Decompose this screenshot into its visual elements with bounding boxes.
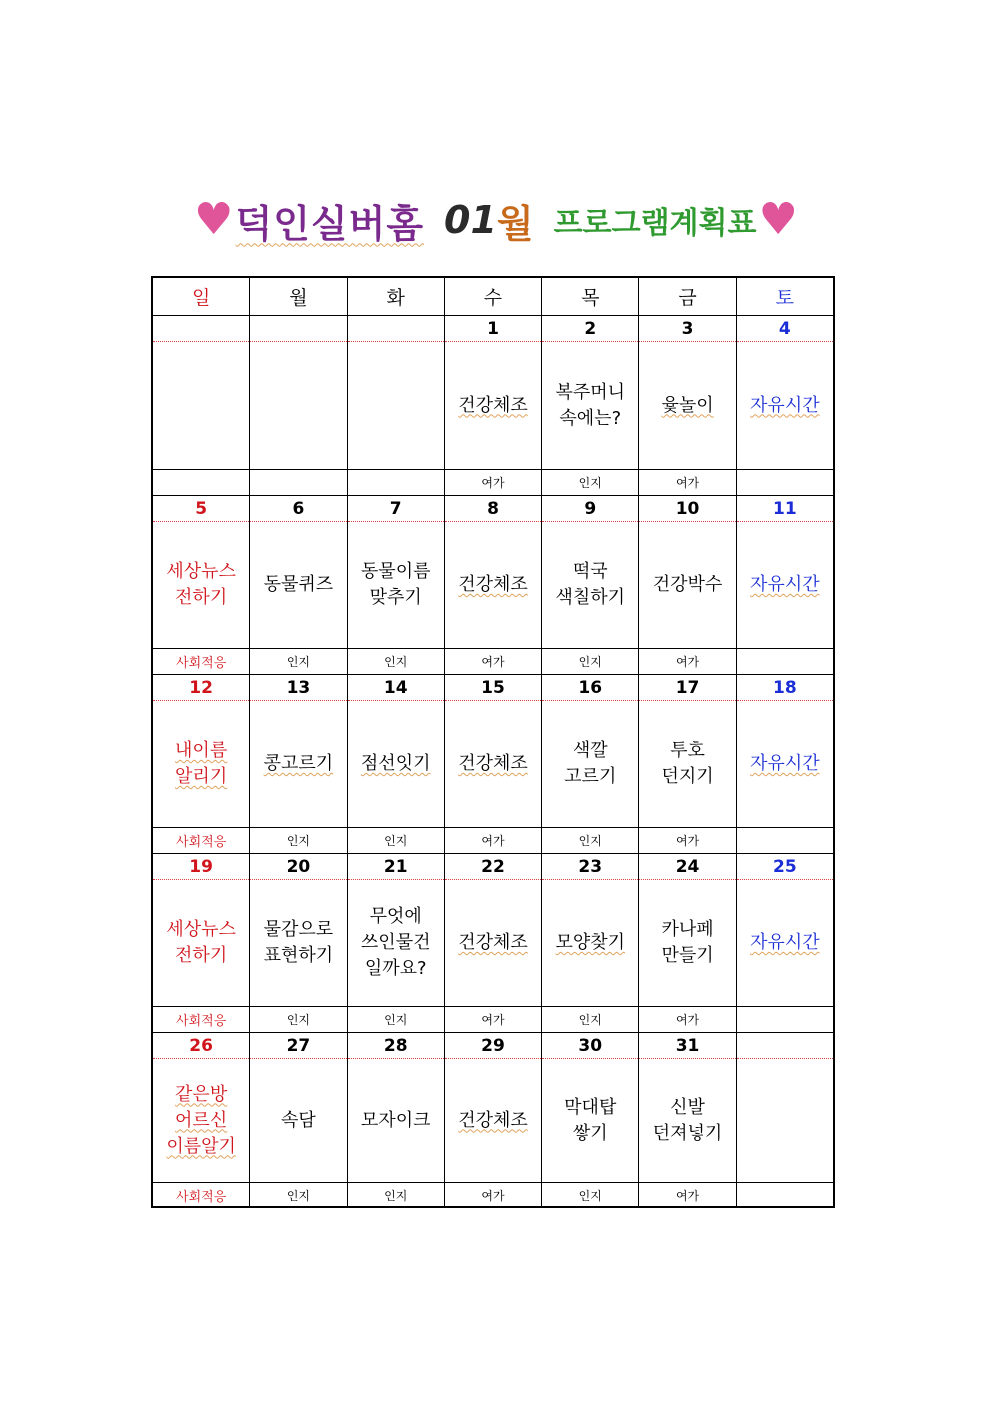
day-cell	[250, 496, 347, 674]
activity-category: 여가	[445, 1182, 541, 1208]
activity-text: 복주머니 속에는?	[555, 381, 626, 429]
week-row	[153, 496, 833, 675]
activity-category: 여가	[445, 648, 541, 674]
activity-category	[250, 469, 346, 495]
activity-category: 여가	[639, 827, 735, 853]
day-cell	[348, 854, 445, 1032]
activity-text: 물감으로 표현하기	[263, 919, 334, 966]
activity-category	[153, 469, 249, 495]
activity-category: 여가	[445, 827, 541, 853]
activity-category: 여가	[639, 469, 735, 495]
activity-text: 신발 던져넣기	[652, 1096, 723, 1144]
weekday-label: 화	[386, 287, 405, 309]
activity-category: 사회적응	[153, 1182, 249, 1208]
day-number: 25	[737, 854, 833, 880]
activity-text: 건강체조	[458, 394, 528, 416]
day-cell	[445, 854, 542, 1032]
weekday-header-wed	[445, 278, 542, 315]
heart-icon: ♥	[758, 194, 798, 245]
activity-category: 인지	[250, 1182, 346, 1208]
activity-text: 같은방 어르신 이름알기	[166, 1083, 236, 1157]
day-number: 14	[348, 675, 444, 701]
activity-name	[153, 1059, 249, 1182]
day-number: 8	[445, 496, 541, 522]
day-number: 26	[153, 1033, 249, 1059]
weekday-header-tue	[348, 278, 445, 315]
weekday-header-row	[153, 278, 833, 316]
day-cell	[250, 675, 347, 853]
day-number: 29	[445, 1033, 541, 1059]
activity-category: 여가	[639, 648, 735, 674]
activity-category: 인지	[348, 1006, 444, 1032]
title-center-name: 덕인실버홈	[235, 201, 425, 246]
activity-name	[250, 522, 346, 648]
activity-category: 여가	[445, 1006, 541, 1032]
day-number	[737, 1033, 833, 1059]
activity-text: 콩고르기	[263, 753, 334, 774]
activity-name	[542, 880, 638, 1006]
day-number: 21	[348, 854, 444, 880]
day-cell	[737, 854, 833, 1032]
activity-name	[153, 342, 249, 469]
day-cell	[445, 496, 542, 674]
day-number: 16	[542, 675, 638, 701]
day-number: 20	[250, 854, 346, 880]
activity-text: 떡국 색칠하기	[555, 561, 626, 608]
day-cell	[639, 316, 736, 495]
activity-text: 속담	[281, 1109, 316, 1131]
activity-category	[737, 648, 833, 674]
activity-text: 색깔 고르기	[564, 740, 617, 787]
activity-category	[348, 469, 444, 495]
activity-text: 무엇에 쓰인물건 일까요?	[360, 906, 431, 979]
activity-category: 인지	[348, 648, 444, 674]
day-number: 7	[348, 496, 444, 522]
activity-name	[542, 701, 638, 827]
activity-name	[445, 701, 541, 827]
title-program: 프로그램계획표	[553, 206, 757, 241]
activity-name	[445, 880, 541, 1006]
activity-name	[737, 880, 833, 1006]
day-number	[153, 316, 249, 342]
title-month: 01	[444, 198, 497, 242]
day-cell	[348, 1033, 445, 1208]
day-cell	[445, 316, 542, 495]
activity-name	[737, 522, 833, 648]
activity-text: 건강체조	[458, 1109, 528, 1131]
activity-category: 여가	[639, 1006, 735, 1032]
activity-name	[153, 880, 249, 1006]
activity-category: 인지	[348, 827, 444, 853]
activity-text: 카나페 만들기	[661, 919, 714, 966]
day-cell	[153, 496, 250, 674]
activity-text: 막대탑 쌓기	[564, 1096, 617, 1144]
day-cell	[542, 854, 639, 1032]
day-number: 10	[639, 496, 735, 522]
activity-category: 인지	[542, 1006, 638, 1032]
activity-name	[542, 342, 638, 469]
day-number: 5	[153, 496, 249, 522]
activity-text: 건강체조	[458, 574, 528, 595]
activity-category: 여가	[445, 469, 541, 495]
activity-category	[737, 1182, 833, 1208]
day-number: 4	[737, 316, 833, 342]
activity-category: 여가	[639, 1182, 735, 1208]
activity-category	[737, 1006, 833, 1032]
activity-text: 건강체조	[458, 753, 528, 774]
weekday-header-thu	[542, 278, 639, 315]
activity-name	[542, 1059, 638, 1182]
activity-name	[348, 880, 444, 1006]
activity-text: 건강체조	[458, 932, 528, 953]
activity-name	[348, 342, 444, 469]
activity-name	[445, 522, 541, 648]
activity-category: 인지	[250, 648, 346, 674]
day-number: 12	[153, 675, 249, 701]
activity-name	[639, 880, 735, 1006]
activity-name	[737, 1059, 833, 1182]
day-cell	[639, 496, 736, 674]
week-row	[153, 316, 833, 496]
activity-text: 동물이름 맞추기	[360, 561, 431, 608]
activity-category: 인지	[250, 1006, 346, 1032]
day-cell	[348, 496, 445, 674]
activity-name	[639, 701, 735, 827]
activity-name	[639, 522, 735, 648]
day-number	[348, 316, 444, 342]
weekday-label: 금	[678, 287, 697, 309]
day-number: 30	[542, 1033, 638, 1059]
activity-text: 자유시간	[750, 574, 820, 595]
activity-name	[250, 1059, 346, 1182]
activity-category: 사회적응	[153, 1006, 249, 1032]
activity-text: 투호 던지기	[661, 740, 714, 787]
day-number: 31	[639, 1033, 735, 1059]
day-cell	[639, 675, 736, 853]
day-cell	[445, 675, 542, 853]
day-cell	[542, 675, 639, 853]
activity-text: 동물퀴즈	[263, 574, 334, 595]
day-number: 22	[445, 854, 541, 880]
activity-name	[348, 701, 444, 827]
activity-name	[639, 342, 735, 469]
activity-category	[737, 469, 833, 495]
day-cell	[348, 316, 445, 495]
weekday-label: 수	[483, 287, 503, 309]
activity-name	[445, 1059, 541, 1182]
activity-name	[250, 880, 346, 1006]
activity-name	[348, 1059, 444, 1182]
day-number: 9	[542, 496, 638, 522]
day-cell	[542, 496, 639, 674]
week-row	[153, 1033, 833, 1208]
day-cell	[153, 675, 250, 853]
day-cell	[250, 1033, 347, 1208]
day-cell	[348, 675, 445, 853]
activity-category: 인지	[348, 1182, 444, 1208]
activity-category: 인지	[542, 469, 638, 495]
activity-category: 사회적응	[153, 827, 249, 853]
activity-text: 건강박수	[652, 574, 723, 595]
day-cell	[639, 1033, 736, 1208]
week-row	[153, 854, 833, 1033]
day-cell	[737, 1033, 833, 1208]
day-cell	[542, 316, 639, 495]
day-cell	[250, 854, 347, 1032]
weekday-label: 목	[581, 287, 600, 309]
day-number: 2	[542, 316, 638, 342]
activity-text: 내이름 알리기	[175, 740, 228, 787]
activity-name	[153, 522, 249, 648]
day-number: 3	[639, 316, 735, 342]
activity-category: 사회적응	[153, 648, 249, 674]
day-number: 11	[737, 496, 833, 522]
day-cell	[153, 854, 250, 1032]
activity-text: 자유시간	[750, 394, 820, 416]
activity-category: 인지	[542, 1182, 638, 1208]
day-number: 15	[445, 675, 541, 701]
day-cell	[153, 1033, 250, 1208]
activity-text: 모자이크	[360, 1109, 431, 1131]
day-number: 17	[639, 675, 735, 701]
activity-text: 세상뉴스 전하기	[166, 561, 236, 608]
day-cell	[542, 1033, 639, 1208]
activity-category: 인지	[542, 648, 638, 674]
day-number	[250, 316, 346, 342]
page-title	[0, 190, 992, 250]
weekday-label: 일	[191, 287, 211, 309]
day-cell	[445, 1033, 542, 1208]
day-cell	[639, 854, 736, 1032]
weekday-header-mon	[250, 278, 347, 315]
activity-name	[250, 342, 346, 469]
day-number: 28	[348, 1033, 444, 1059]
heart-icon: ♥	[194, 194, 234, 245]
day-cell	[737, 496, 833, 674]
day-cell	[737, 675, 833, 853]
activity-text: 모양찾기	[555, 932, 626, 953]
activity-name	[348, 522, 444, 648]
weekday-header-sun	[153, 278, 250, 315]
day-number: 23	[542, 854, 638, 880]
activity-text: 점선잇기	[360, 753, 431, 774]
day-number: 18	[737, 675, 833, 701]
weekday-label: 월	[289, 287, 308, 309]
activity-text: 세상뉴스 전하기	[166, 919, 236, 966]
activity-text: 윷놀이	[661, 394, 714, 416]
activity-name	[737, 701, 833, 827]
title-month-word: 월	[496, 201, 534, 246]
day-cell	[250, 316, 347, 495]
weekday-header-fri	[639, 278, 736, 315]
activity-text: 자유시간	[750, 932, 820, 953]
day-number: 6	[250, 496, 346, 522]
weekday-label: 토	[775, 287, 794, 309]
day-number: 24	[639, 854, 735, 880]
activity-text: 자유시간	[750, 753, 820, 774]
program-calendar	[151, 276, 835, 1208]
activity-name	[542, 522, 638, 648]
activity-name	[250, 701, 346, 827]
day-number: 1	[445, 316, 541, 342]
day-number: 13	[250, 675, 346, 701]
day-number: 19	[153, 854, 249, 880]
day-cell	[153, 316, 250, 495]
week-row	[153, 675, 833, 854]
activity-name	[737, 342, 833, 469]
day-cell	[737, 316, 833, 495]
day-number: 27	[250, 1033, 346, 1059]
activity-category: 인지	[250, 827, 346, 853]
activity-name	[445, 342, 541, 469]
activity-name	[639, 1059, 735, 1182]
activity-category: 인지	[542, 827, 638, 853]
activity-name	[153, 701, 249, 827]
activity-category	[737, 827, 833, 853]
weekday-header-sat	[737, 278, 833, 315]
